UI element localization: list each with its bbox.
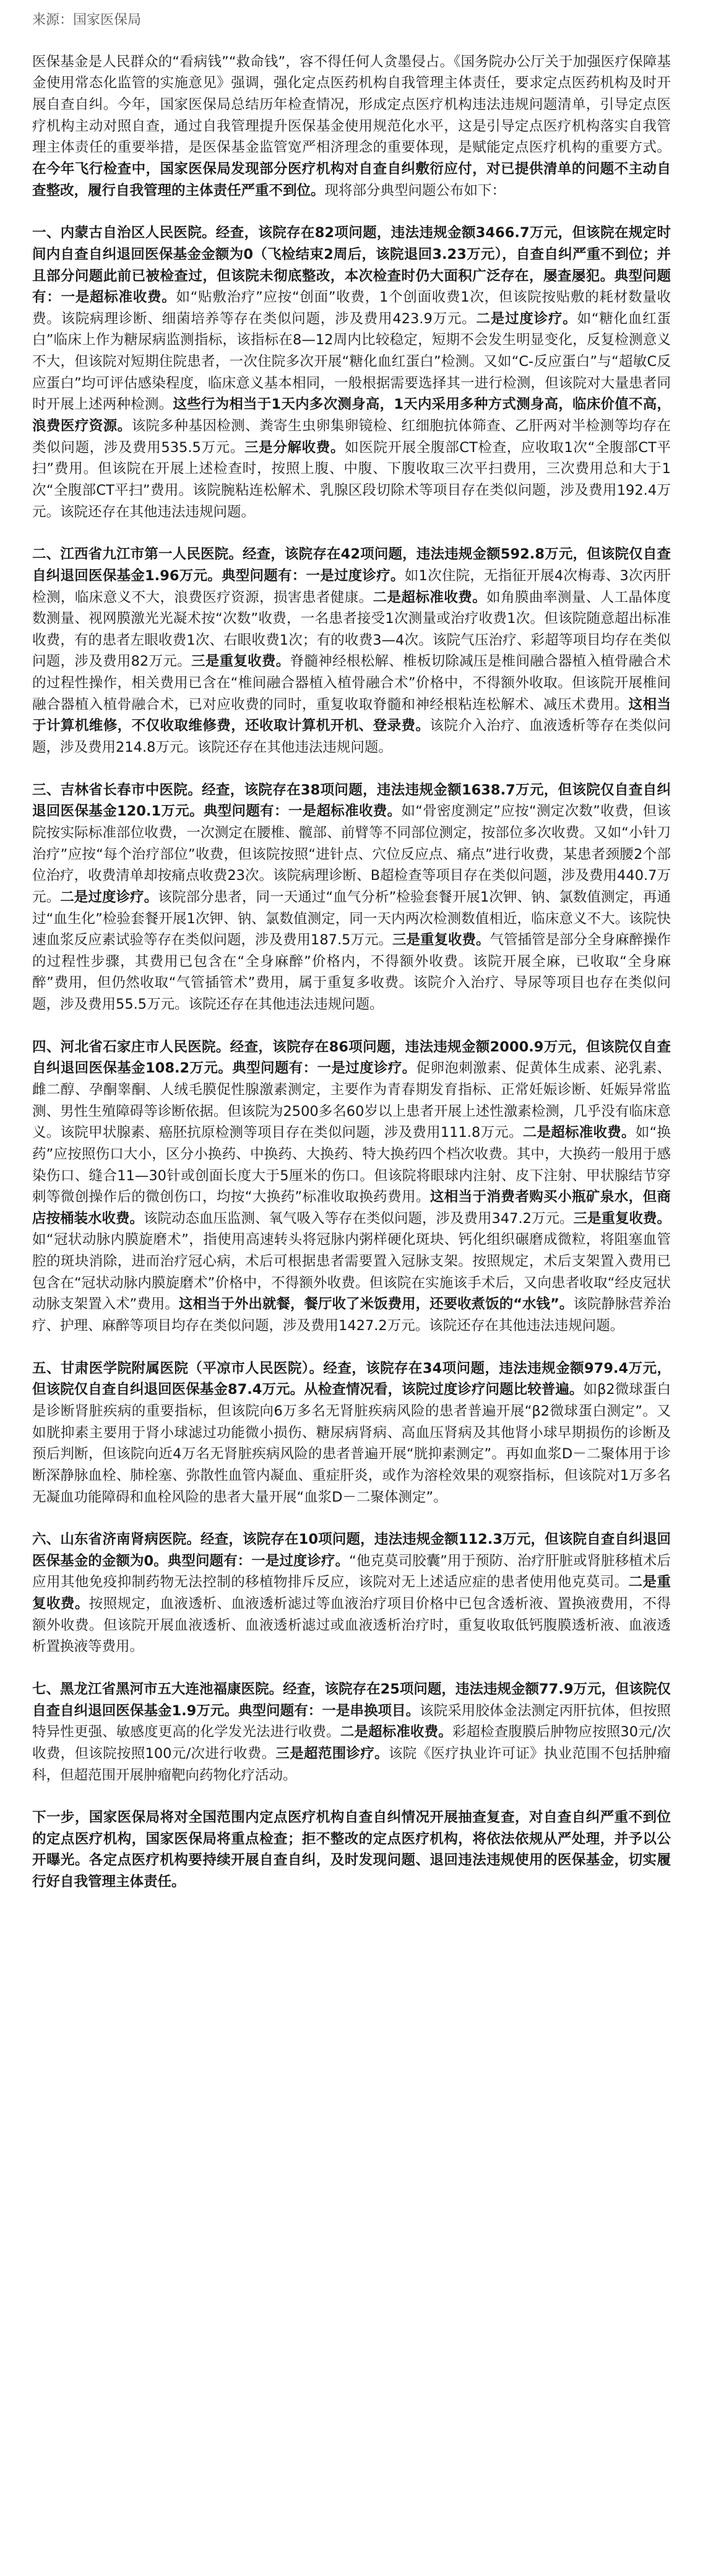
text-run: 医保基金是人民群众的“看病钱”“救命钱”，容不得任何人贪墨侵占。《国务院办公厅关于加强医疗保障基金使用常态化监管的实施意见》强调，强化定点医药机构自我管理主体责任，要求定点医药机构及时开展自查自纠。今年，国家医保局总结历年检查情况，形成定点医疗机构违法违规问题清单，引导定点医疗机构主动对照自查，通过自我管理提升医保基金使用规范化水平，这是引导定点医疗机构落实自我管理主体责任的重要举措，是医保基金监管宽严相济理念的重要体现，是赋能定点医疗机构的重要方式。: [32, 53, 671, 156]
article-paragraph: [32, 222, 671, 523]
article-paragraph: [32, 1679, 671, 1786]
bold-text: 三是重复收费。: [191, 653, 290, 670]
text-run: 该院部分患者，同一天通过“血气分析”检验套餐开展1次钾、钠、氯数值测定，再通过“血生化”检验套餐开展1次钾、钠、氯数值测定，同一天内两次检测数值相近，临床意义不大。该院快速血浆反应素试验等存在类似问题，涉及费用187.5万元。: [32, 889, 671, 949]
article-paragraph: [32, 51, 671, 201]
text-run: 该院多种基因检测、粪寄生虫卵集卵镜检、红细胞抗体筛查、乙肝两对半检测等均存在类似问题，涉及费用535.5万元。: [32, 418, 671, 456]
text-run: 该院介入治疗、血液透析等存在类似问题，涉及费用214.8万元。该院还存在其他违法违规问题。: [32, 718, 671, 756]
text-run: 按照规定，血液透析、血液透析滤过等血液治疗项目价格中已包含透析液、置换液费用，不得额外收费。但该院开展血液透析、血液透析滤过或血液透析治疗时，重复收取低钙腹膜透析液、血液透析置换液等费用。: [32, 1596, 671, 1655]
bold-text: 这相当于消费者购买小瓶矿泉水，但商店按桶装水收费。: [32, 1189, 671, 1227]
text-run: 如β2微球蛋白是诊断肾脏疾病的重要指标，但该院向6万多名无肾脏疾病风险的患者普遍开展“β2微球蛋白测定”。又如胱抑素主要用于肾小球滤过功能微小损伤、糖尿病肾病、高血压肾病及其他肾小球早期损伤的诊断及预后判断，但该院向近4万名无肾脏疾病风险的患者普遍开展“胱抑素测定”。再如血浆D－二聚体用于诊断深静脉血栓、肺栓塞、弥散性血管内凝血、重症肝炎，或作为溶栓效果的观察指标，但该院对1万多名无凝血功能障碍和血栓风险的患者大量开展“血浆D－二聚体测定”。: [32, 1382, 671, 1505]
bold-text: 这些行为相当于1天内多次测身高，1天内采用多种方式测身高，临床价值不高，浪费医疗资源。: [32, 396, 671, 435]
bold-text: 二、江西省九江市第一人民医院。经查，该院存在42项问题，违法违规金额592.8万元，但该院仅自查自纠退回医保基金1.96万元。典型问题有：一是过度诊疗。: [32, 546, 671, 584]
bold-text: 五、甘肃医学院附属医院（平凉市人民医院）。经查，该院存在34项问题，违法违规金额979.4万元，但该院仅自查自纠退回医保基金87.4万元。从检查情况看，该院过度诊疗问题比较普遍。: [32, 1360, 671, 1398]
bold-text: 二是过度诊疗。: [60, 889, 158, 905]
text-run: 如医院开展全腹部CT检查，应收取1次“全腹部CT平扫”费用。但该院在开展上述检查时，按照上腹、中腹、下腹收取三次平扫费用，三次费用总和大于1次“全腹部CT平扫”费用。该院腕粘连松解术、乳腺区段切除术等项目存在类似问题，涉及费用192.4万元。该院还存在其他违法违规问题。: [32, 439, 671, 520]
text-run: 如1次住院，无指征开展4次梅毒、3次丙肝检测，临床意义不大，浪费医疗资源，损害患者健康。: [32, 567, 671, 606]
article-paragraph: [32, 780, 671, 1016]
text-run: 该院采用胶体金法测定丙肝抗体，但按照特异性更强、敏感度更高的化学发光法进行收费。: [32, 1702, 671, 1741]
text-run: 如角膜曲率测量、人工晶体度数测量、视网膜激光光凝术按“次数”收费，一名患者接受1次测量或治疗收费1次。但该院随意超出标准收费，有的患者左眼收费1次、右眼收费1次；有的收费3—4次。该院气压治疗、彩超等项目均存在类似问题，涉及费用82万元。: [32, 589, 671, 670]
text-run: 气管插管是部分全身麻醉操作的过程性步骤，其费用已包含在“全身麻醉”价格内，不得额外收费。该院开展全麻，已收取“全身麻醉”费用，但仍然收取“气管插管术”费用，属于重复多收费。该院介入治疗、导尿等项目也存在类似问题，涉及费用55.5万元。该院还存在其他违法违规问题。: [32, 932, 671, 1013]
bold-text: 三是重复收费。: [573, 1210, 671, 1227]
article-body: [32, 51, 671, 1893]
article-paragraph: [32, 544, 671, 758]
text-run: 如“骨密度测定”应按“测定次数”收费，但该院按实际标准部位收费，一次测定在腰椎、髋部、前臂等不同部位测定，按部位多次收费。又如“小针刀治疗”应按“每个治疗部位”收费，但该院按照“进针点、穴位反应点、痛点”进行收费，某患者颈腰2个部位治疗，收费清单却按痛点收费23次。该院病理诊断、B超检查等项目存在类似问题，涉及费用440.7万元。: [32, 803, 671, 905]
text-run: 如“冠状动脉内膜旋磨术”，指使用高速转头将冠脉内粥样硬化斑块、钙化组织碾磨成微粒，将阻塞血管腔的斑块消除，进而治疗冠心病，术后可根据患者需要置入冠脉支架。按照规定，术后支架置入费用已包含在“冠状动脉内膜旋磨术”价格中，不得额外收费。但该院在实施该手术后，又向患者收取“经皮冠状动脉支架置入术”费用。: [32, 1232, 671, 1313]
bold-text: 下一步，国家医保局将对全国范围内定点医疗机构自查自纠情况开展抽查复查，对自查自纠严重不到位的定点医疗机构，国家医保局将重点检查；拒不整改的定点医疗机构，将依法依规从严处理，并予以公开曝光。各定点医疗机构要持续开展自查自纠，及时发现问题、退回违法违规使用的医保基金，切实履行好自我管理主体责任。: [32, 1809, 671, 1891]
bold-text: 在今年飞行检查中，国家医保局发现部分医疗机构对自查自纠敷衍应付，对已提供清单的问题不主动自查整改，履行自我管理的主体责任严重不到位。: [32, 161, 671, 199]
article-paragraph: [32, 1358, 671, 1508]
bold-text: 一、内蒙古自治区人民医院。经查，该院存在82项问题，违法违规金额3466.7万元，但该院在规定时间内自查自纠退回医保基金金额为0（飞检结束2周后，该院退回3.23万元），自查自纠严重不到位；并且部分问题此前已被检查过，但该院未彻底整改，本次检查时仍大面积广泛存在，屡查屡犯。典型问题有：一是超标准收费。: [32, 225, 671, 306]
bold-text: 二是超标准收费。: [340, 1724, 452, 1741]
bold-text: 六、山东省济南肾病医院。经查，该院存在10项问题，违法违规金额112.3万元，但该院自查自纠退回医保基金的金额为0。典型问题有：一是过度诊疗。: [32, 1531, 671, 1569]
bold-text: 二是重复收费。: [32, 1574, 671, 1612]
text-run: 该院《医疗执业许可证》执业范围不包括肿瘤科，但超范围开展肿瘤靶向药物化疗活动。: [32, 1745, 671, 1783]
bold-text: 这相当于计算机维修，不仅收取维修费，还收取计算机开机、登录费。: [32, 696, 671, 734]
text-run: 彩超检查腹膜后肿物应按照30元/次收费，但该院按照100元/次进行收费。: [32, 1724, 671, 1762]
bold-text: 这相当于外出就餐，餐厅收了米饭费用，还要收煮饭的“水钱”。: [178, 1296, 574, 1313]
article-paragraph: [32, 1037, 671, 1337]
bold-text: 三是超范围诊疗。: [275, 1745, 389, 1762]
bold-text: 三是重复收费。: [392, 932, 490, 949]
text-run: “他克莫司胶囊”用于预防、治疗肝脏或肾脏移植术后应用其他免疫抑制药物无法控制的移植物排斥反应，该院对无上述适应症的患者使用他克莫司。: [32, 1552, 671, 1591]
bold-text: 七、黑龙江省黑河市五大连池福康医院。经查，该院存在25项问题，违法违规金额77.9万元，但该院仅自查自纠退回医保基金1.9万元。典型问题有：一是串换项目。: [32, 1681, 671, 1719]
bold-text: 三是分解收费。: [244, 439, 345, 456]
article-paragraph: [32, 1529, 671, 1658]
text-run: 现将部分典型问题公布如下：: [324, 182, 506, 199]
text-run: 该院静脉营养治疗、护理、麻醉等项目均存在类似问题，涉及费用1427.2万元。该院还存在其他违法违规问题。: [32, 1296, 671, 1334]
bold-text: 四、河北省石家庄市人民医院。经查，该院存在86项问题，违法违规金额2000.9万元，但该院仅自查自纠退回医保基金108.2万元。典型问题有：一是过度诊疗。: [32, 1038, 671, 1077]
text-run: 如“换药”应按照伤口大小，区分小换药、中换药、大换药、特大换药四个档次收费。其中，大换药一般用于感染伤口、缝合11—30针或创面长度大于5厘米的伤口。但该院将眼球内注射、皮下注射、甲状腺结节穿刺等微创操作后的微创伤口，均按“大换药”标准收取换药费用。: [32, 1125, 671, 1206]
text-run: 促卵泡刺激素、促黄体生成素、泌乳素、雌二醇、孕酮睾酮、人绒毛膜促性腺激素测定，主要作为青春期发育指标、正常妊娠诊断、妊娠异常监测、男性生殖障碍等诊断依据。但该院为2500多名60岁以上患者开展上述性激素检测，几乎没有临床意义。该院甲状腺素、癌胚抗原检测等项目存在类似问题，涉及费用111.8万元。: [32, 1060, 671, 1141]
text-run: 如“糖化血红蛋白”临床上作为糖尿病监测指标，该指标在8—12周内比较稳定，短期不会发生明显变化，反复检测意义不大，但该院对短期住院患者，一次住院多次开展“糖化血红蛋白”检测。又如“C-反应蛋白”与“超敏C反应蛋白”均可评估感染程度，临床意义基本相同，一般根据需要选择其一进行检测，但该院对大量患者同时开展上述两种检测。: [32, 310, 671, 413]
bold-text: 二是过度诊疗。: [476, 310, 577, 327]
source-line: 来源：国家医保局: [32, 12, 142, 28]
text-run: 如“贴敷治疗”应按“创面”收费，1个创面收费1次，但该院按贴敷的耗材数量收费。该院病理诊断、细菌培养等存在类似问题，涉及费用423.9万元。: [32, 289, 671, 327]
text-run: 该院动态血压监测、氧气吸入等存在类似问题，涉及费用347.2万元。: [144, 1210, 574, 1227]
bold-text: 二是超标准收费。: [373, 589, 487, 606]
text-run: 脊髓神经根松解、椎板切除减压是椎间融合器植入植骨融合术的过程性操作，相关费用已含在“椎间融合器植入植骨融合术”价格中，不得额外收取。但该院开展椎间融合器植入植骨融合术，已对应收费的同时，重复收取脊髓和神经根粘连松解术、减压术费用。: [32, 653, 671, 713]
bold-text: 三、吉林省长春市中医院。经查，该院存在38项问题，违法违规金额1638.7万元，但该院仅自查自纠退回医保基金120.1万元。典型问题有：一是超标准收费。: [32, 781, 671, 820]
bold-text: 二是超标准收费。: [522, 1125, 636, 1141]
article-paragraph: [32, 1807, 671, 1893]
